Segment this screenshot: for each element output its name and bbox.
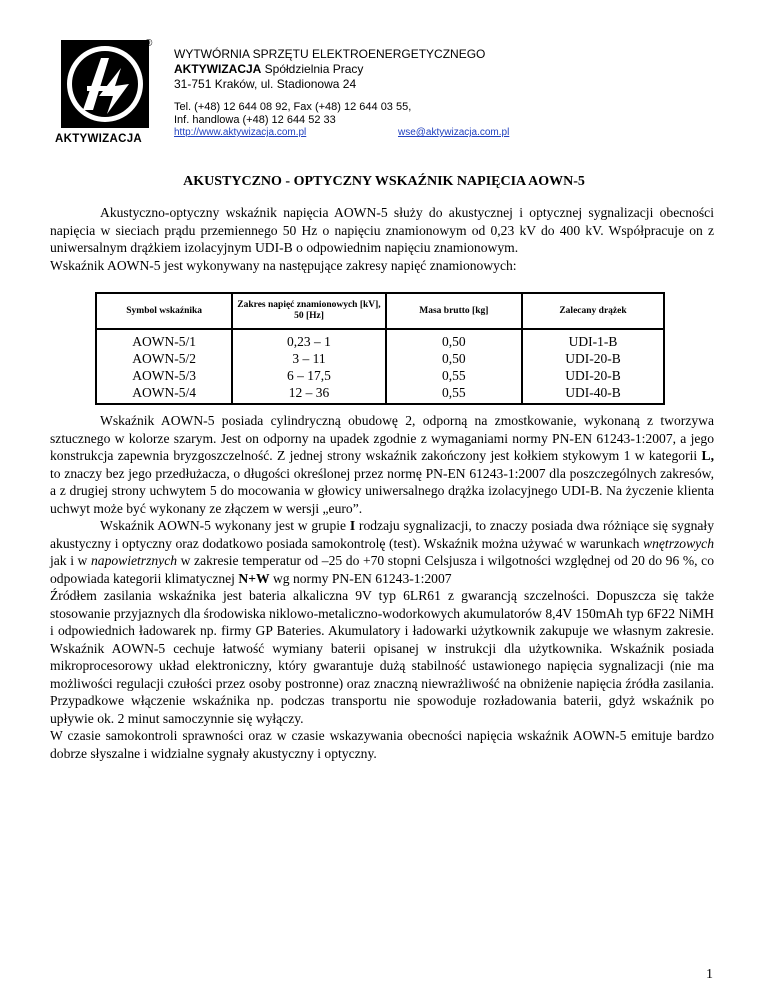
logo-wordmark: AKTYWIZACJA <box>55 133 142 145</box>
table-header-cell: Masa brutto [kg] <box>386 293 522 329</box>
power-paragraph: Źródłem zasilania wskaźnika jest bateria alkaliczna 9V typ 6LR61 z gwarancją szczelności. Dopuszcza się także stosowanie przyjaznych dla środowiska niklowo-metaliczno-wodorkowych akumulatorów 8,4V 150mAh typ 6F22 NiMH i odpowiednich ładowarek np. firmy GP Bateries. Akumulatory i ładowarki użytkownik zakupuje we własnym zakresie. Wskaźnik AOWN-5 cechuje łatwość wymiany baterii opisanej w instrukcji dla użytkownika. Wskaźnik posiada mikroprocesorowy układ elektroniczny, który gwarantuje dużą stabilność ustawionego napięcia sygnalizacji (nie ma możliwości regulacji czułości przez osoby postronne) oraz znaczną niewrażliwość na obniżenie napięcia źródła zasilania. Przypadkowe włączenie wskaźnika np. podczas transportu nie spowoduje rozładowania baterii, gdyż wskaźnik po upływie ok. 2 minut samoczynnie się wyłączy. <box>50 588 714 726</box>
table-cell: 0,50 <box>386 329 522 350</box>
category-label: L, <box>701 448 714 463</box>
table-cell: UDI-1-B <box>522 329 664 350</box>
table-header-row <box>96 293 664 329</box>
registered-mark: ® <box>145 38 153 49</box>
table-row <box>96 350 664 367</box>
header-company-type: WYTWÓRNIA SPRZĘTU ELEKTROENERGETYCZNEGO <box>174 47 486 61</box>
company-logo <box>55 40 163 150</box>
table-row <box>96 329 664 350</box>
table-cell: 12 – 36 <box>232 384 385 404</box>
table-cell: 0,50 <box>386 350 522 367</box>
table-cell: 0,55 <box>386 367 522 384</box>
outdoor-term: napowietrznych <box>90 553 178 568</box>
table-cell: 3 – 11 <box>232 350 385 367</box>
header-sales-phone: Inf. handlowa (+48) 12 644 52 33 <box>174 114 336 126</box>
page-number: 1 <box>706 967 713 982</box>
housing-paragraph <box>50 412 714 517</box>
signaling-paragraph <box>50 517 714 587</box>
logo-emblem-icon <box>61 40 149 128</box>
table-cell: AOWN-5/3 <box>96 367 232 384</box>
intro-section <box>50 204 714 274</box>
table-row <box>96 384 664 404</box>
indoor-term: wnętrzowych <box>643 535 714 551</box>
header-address: 31-751 Kraków, ul. Stadionowa 24 <box>174 77 357 91</box>
group-label: I <box>349 518 356 533</box>
header-company-name-rest: Spółdzielnia Pracy <box>261 62 364 76</box>
text-run: Wskaźnik AOWN-5 posiada cylindryczną obudowę 2, odporną na zmostkowanie, wykonaną z tworzywa sztucznego w kolorze szarym. Jest on odporny na upadek zgodnie z wymaganiami normy PN-EN 61243-1:2007, a jego konstrukcja zapewnia bryzgoszczelność. Z jednej strony wskaźnik zakończony jest kołkiem stykowym 1 w kategorii <box>50 413 714 463</box>
table-cell: 0,23 – 1 <box>232 329 385 350</box>
text-run: rodzaju sygnalizacji, to znaczy posiada dwa różniące się sygnały akustyczny i optyczny oraz dodatkowo posiada samokontrolę (test). Wskaźnik można używać w warunkach <box>50 518 715 551</box>
table-header-cell: Zakres napięć znamionowych [kV], 50 [Hz] <box>232 293 385 329</box>
header-phone: Tel. (+48) 12 644 08 92, Fax (+48) 12 644 03 55, <box>174 101 412 113</box>
website-link[interactable]: http://www.aktywizacja.com.pl <box>174 127 307 138</box>
logo-mark <box>61 40 149 128</box>
text-run: wg normy PN-EN 61243-1:2007 <box>269 570 452 586</box>
text-run: to znaczy bez jego przedłużacza, o długości określonej przez normę PN-EN 61243-1:2007 dla poszczególnych zakresów, a z drugiej strony uchwytem 5 do mocowania w głowicy uniwersalnego drążka izolacyjnego UDI-B. Na życzenie klienta uchwyt może być wykonany ze złączem w wersji „euro”. <box>50 465 714 516</box>
text-run: w zakresie temperatur od –25 do +70 stopni Celsjusza i wilgotności względnej od 20 do 96 %, co odpowiada kategorii klimatycznej <box>50 553 714 586</box>
email-link[interactable]: wse@aktywizacja.com.pl <box>398 127 510 138</box>
text-run: Wskaźnik AOWN-5 wykonany jest w grupie <box>100 518 350 533</box>
table-cell: 6 – 17,5 <box>232 367 385 384</box>
body-section <box>50 412 714 762</box>
specification-table <box>95 292 665 405</box>
table-cell: UDI-20-B <box>522 367 664 384</box>
ranges-intro-paragraph: Wskaźnik AOWN-5 jest wykonywany na następujące zakresy napięć znamionowych: <box>50 257 517 273</box>
header-company-name-bold: AKTYWIZACJA <box>174 62 262 76</box>
table-cell: AOWN-5/1 <box>96 329 232 350</box>
text-run: jak i w <box>50 553 91 568</box>
intro-paragraph: Akustyczno-optyczny wskaźnik napięcia AOWN-5 służy do akustycznej i optycznej sygnalizacji obecności napięcia w sieciach prądu przemiennego 50 Hz o napięciu znamionowym od 0,23 kV do 400 kV. Współpracuje on z uniwersalnym drążkiem izolacyjnym UDI-B o odpowiednim napięciu znamionowym. <box>50 205 714 255</box>
table-cell: UDI-20-B <box>522 350 664 367</box>
selftest-paragraph: W czasie samokontroli sprawności oraz w czasie wskazywania obecności napięcia wskaźnik AOWN-5 emituje bardzo dobrze słyszalne i widzialne sygnały akustyczny i optyczny. <box>50 728 714 761</box>
document-title: AKUSTYCZNO - OPTYCZNY WSKAŹNIK NAPIĘCIA AOWN-5 <box>183 174 585 189</box>
climate-category: N+W <box>238 570 270 586</box>
table-header-cell: Symbol wskaźnika <box>96 293 232 329</box>
table-cell: AOWN-5/4 <box>96 384 232 404</box>
table-header-cell: Zalecany drążek <box>522 293 664 329</box>
table-cell: AOWN-5/2 <box>96 350 232 367</box>
table-cell: UDI-40-B <box>522 384 664 404</box>
table-cell: 0,55 <box>386 384 522 404</box>
table-row <box>96 367 664 384</box>
header-company-name <box>174 62 363 76</box>
